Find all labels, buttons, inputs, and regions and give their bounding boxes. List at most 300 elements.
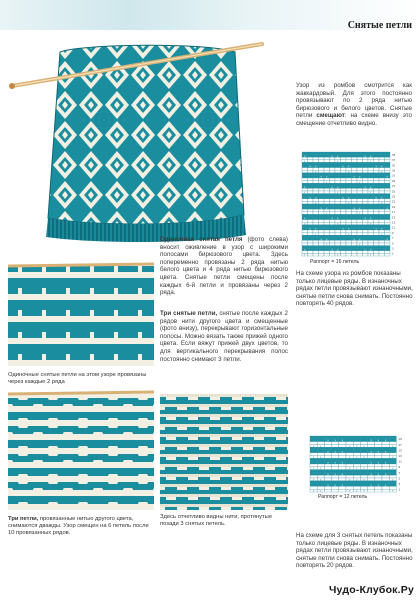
chart-cell	[374, 157, 380, 160]
chart-cell	[302, 243, 308, 246]
chart-cell	[308, 233, 314, 236]
chart-cell	[330, 243, 336, 246]
chart-cell	[379, 214, 385, 217]
chart-cell	[360, 481, 367, 484]
chart-cell	[353, 444, 360, 450]
chart-cell	[346, 444, 353, 450]
chart-row-label: 17	[398, 443, 402, 447]
chart-cell	[308, 217, 314, 220]
chart-cell	[313, 207, 319, 210]
slip-stitch-mark: v	[304, 186, 306, 190]
chart-cell	[368, 162, 374, 165]
chart-cell	[317, 439, 324, 442]
chart-cell	[330, 165, 336, 168]
chart-cell	[308, 183, 314, 186]
chart-cell	[389, 484, 396, 487]
chart-cell	[319, 248, 325, 251]
chart-cell	[374, 168, 380, 171]
chart-row-label: 9	[392, 231, 394, 235]
slip-stitch-mark: v	[320, 444, 322, 448]
chart-cell	[363, 227, 369, 230]
slip-stitch-mark: v	[304, 253, 306, 257]
chart-cell	[330, 204, 336, 207]
chart-three-slip	[296, 432, 420, 532]
slip-stitch-mark: v	[326, 180, 328, 184]
chart-cell	[324, 248, 330, 251]
chart-cell	[332, 489, 339, 492]
chart-cell	[324, 168, 330, 171]
chart-cell	[352, 220, 358, 223]
chart-cell	[341, 175, 347, 178]
chart-cell	[385, 246, 391, 249]
chart-cell	[324, 188, 330, 191]
chart-cell	[332, 467, 339, 470]
slip-stitch-mark: v	[315, 201, 317, 205]
chart-row-label: 5	[392, 242, 394, 246]
chart-cell	[313, 212, 319, 215]
chart-cell	[352, 246, 358, 249]
chart-cell	[324, 186, 330, 189]
slip-stitch-mark: v	[312, 444, 315, 448]
chart-cell	[363, 222, 369, 225]
chart-cell	[382, 442, 389, 445]
chart-cell	[324, 155, 330, 158]
chart-cell	[368, 178, 374, 181]
chart-cell	[319, 165, 325, 168]
chart-cell	[389, 470, 396, 473]
chart-cell	[385, 240, 391, 243]
chart-cell	[324, 196, 330, 199]
chart-cell	[324, 483, 331, 489]
chart-cell	[346, 181, 352, 184]
chart-cell	[346, 209, 352, 212]
chart-cell	[319, 188, 325, 191]
chart-cell	[346, 461, 353, 464]
chart-cell	[346, 214, 352, 217]
slip-stitch-mark: v	[375, 227, 377, 231]
chart-cell	[339, 483, 346, 489]
chart-cell	[385, 152, 391, 155]
chart-cell	[319, 168, 325, 171]
chart-cell	[302, 209, 308, 212]
chart-cell	[346, 173, 352, 176]
middle-paragraph-2	[160, 310, 288, 363]
slip-stitch-mark: v	[312, 455, 315, 459]
chart-cell	[302, 225, 308, 228]
slip-stitch-mark: v	[370, 461, 372, 465]
chart-cell	[363, 194, 369, 197]
slip-stitch-mark: v	[386, 206, 388, 210]
chart-cell	[346, 207, 352, 210]
chart-cell	[379, 191, 385, 194]
chart-cell	[341, 240, 347, 243]
chart-cell	[346, 201, 352, 207]
intro-paragraph	[296, 82, 412, 128]
chart-cell	[330, 191, 336, 194]
chart-cell	[379, 243, 385, 246]
chart-cell	[302, 230, 308, 233]
chart-row-label: 19	[392, 205, 396, 209]
chart-cell	[389, 439, 396, 442]
chart-cell	[346, 436, 353, 439]
chart-cell	[363, 199, 369, 202]
slip-stitch-mark: v	[370, 483, 372, 487]
chart-cell	[368, 170, 374, 173]
chart-cell	[374, 251, 380, 254]
slip-stitch-mark: v	[304, 248, 306, 252]
chart-cell	[330, 222, 336, 225]
chart-cell	[368, 225, 374, 228]
back-view-caption: Здесь отчетливо видны нити, протянутые позади 3 снятых петель.	[160, 514, 273, 527]
slip-stitch-mark: v	[363, 444, 365, 448]
chart-cell	[379, 183, 385, 186]
chart-cell	[385, 170, 391, 173]
chart-cell	[341, 207, 347, 210]
chart-cell	[357, 170, 363, 173]
chart-cell	[363, 170, 369, 173]
chart-cell	[385, 225, 391, 228]
chart-cell	[335, 238, 341, 241]
chart-cell	[374, 178, 380, 181]
chart-cell	[382, 467, 389, 470]
chart-cell	[308, 212, 314, 215]
chart-cell	[352, 212, 358, 215]
chart-cell	[324, 444, 331, 447]
chart-cell	[302, 173, 308, 176]
site-watermark: Чудо-Клубок.Ру	[328, 584, 414, 596]
slip-stitch-mark: v	[363, 455, 365, 459]
slip-stitch-mark: v	[381, 170, 383, 174]
chart-cell	[341, 170, 347, 173]
chart-cell	[317, 461, 324, 464]
slip-stitch-mark: v	[381, 165, 383, 169]
chart-cell	[374, 248, 380, 251]
chart-cell	[385, 175, 391, 181]
chart-diamond-grid	[296, 148, 420, 288]
chart-cell	[319, 220, 325, 223]
chart-cell	[357, 233, 363, 236]
slip-stitch-mark: v	[315, 227, 317, 231]
chart-cell	[308, 181, 314, 184]
chart-cell	[335, 201, 341, 204]
chart-cell	[330, 225, 336, 228]
chart-cell	[332, 483, 339, 489]
slip-stitch-mark: v	[341, 439, 344, 443]
chart-cell	[363, 209, 369, 212]
chart-cell	[330, 227, 336, 230]
chart-row-label: 3	[398, 483, 401, 486]
chart-cell	[375, 453, 382, 456]
chart-row-label: 29	[392, 179, 396, 183]
chart-cell	[379, 173, 385, 176]
slip-stitch-mark: v	[309, 165, 311, 169]
chart-cell	[310, 455, 317, 461]
chart-cell	[352, 230, 358, 233]
slip-stitch-mark: v	[364, 217, 366, 221]
chart-row-label: 15	[398, 449, 402, 453]
chart-cell	[374, 160, 380, 163]
three-slip-caption-text: провязанные нитью другого цвета, снимаются дважды. Узор смещен на 6 петель после 10 провязанных рядов.	[8, 516, 149, 536]
chart-cell	[341, 173, 347, 176]
chart-cell	[385, 206, 391, 212]
chart-row-label: 25	[392, 190, 396, 194]
chart-cell	[382, 483, 389, 489]
chart-cell	[324, 489, 331, 492]
slip-stitch-mark: v	[392, 455, 394, 459]
chart-cell	[368, 196, 374, 199]
chart-cell	[308, 204, 314, 207]
chart-cell	[385, 160, 391, 163]
chart-cell	[335, 227, 341, 230]
chart-cell	[374, 199, 380, 202]
chart-cell	[330, 170, 336, 173]
chart-cell	[341, 183, 347, 186]
chart-cell	[308, 222, 314, 225]
chart-cell	[335, 233, 341, 236]
chart-cell	[360, 450, 367, 453]
chart-cell	[308, 214, 314, 217]
chart-cell	[385, 233, 391, 236]
slip-stitch-mark: v	[331, 154, 333, 158]
chart-cell	[352, 199, 358, 202]
chart-cell	[385, 157, 391, 160]
chart-cell	[389, 444, 396, 450]
chart-cell	[379, 251, 385, 254]
chart-cell	[374, 222, 380, 225]
chart-cell	[385, 168, 391, 171]
chart-cell	[385, 222, 391, 225]
slip-stitch-mark: v	[364, 186, 366, 190]
chart-cell	[374, 155, 380, 158]
chart-cell	[324, 217, 330, 220]
chart-cell	[363, 160, 369, 163]
chart-cell	[346, 484, 353, 487]
chart-cell	[352, 175, 358, 181]
chart-cell	[374, 204, 380, 207]
chart-cell	[368, 453, 375, 456]
chart-cell	[319, 160, 325, 163]
chart-cell	[382, 478, 389, 481]
chart-cell	[324, 233, 330, 236]
chart-cell	[341, 246, 347, 249]
chart-cell	[379, 181, 385, 184]
slip-stitch-mark: v	[381, 227, 383, 231]
chart-row-label: 17	[392, 211, 396, 215]
chart-cell	[385, 251, 391, 254]
chart-three-slip-grid	[296, 432, 420, 524]
chart-cell	[308, 243, 314, 246]
chart-cell	[360, 461, 367, 464]
chart-cell	[302, 207, 308, 210]
chart-cell	[335, 235, 341, 238]
chart-cell	[357, 152, 363, 155]
chart-cell	[308, 201, 314, 204]
chart-cell	[330, 253, 336, 256]
chart-cell	[313, 240, 319, 243]
slip-stitch-mark: v	[377, 439, 380, 443]
chart-three-slip-caption: На схеме для 3 снятых петель показаны только лицевые ряды. В изнаночных рядах петли провязывают изнаночными, снятые петли снова снимать. Постоянно повторять 20 рядов.	[296, 532, 413, 570]
chart-cell	[374, 170, 380, 173]
slip-stitch-mark: v	[304, 217, 306, 221]
chart-cell	[317, 444, 324, 450]
chart-cell	[363, 212, 369, 215]
chart-cell	[389, 481, 396, 484]
chart-cell	[317, 472, 324, 475]
slip-stitch-mark: v	[341, 472, 344, 476]
chart-cell	[389, 472, 396, 475]
slip-stitch-mark: v	[304, 160, 306, 164]
slip-stitch-mark: v	[337, 191, 339, 195]
chart-cell	[330, 154, 336, 160]
three-slip-caption-bold: Три петли,	[8, 516, 39, 522]
chart-row-label: 13	[398, 455, 402, 458]
chart-cell	[385, 194, 391, 197]
chart-cell	[382, 461, 389, 467]
chart-cell	[330, 168, 336, 171]
chart-cell	[385, 248, 391, 251]
chart-cell	[352, 183, 358, 186]
chart-cell	[313, 209, 319, 212]
slip-stitch-mark: v	[392, 444, 394, 448]
chart-cell	[346, 472, 353, 475]
chart-cell	[341, 220, 347, 223]
chart-cell	[335, 199, 341, 202]
slip-stitch-mark: v	[348, 165, 350, 169]
chart-cell	[302, 235, 308, 238]
chart-cell	[385, 227, 391, 230]
chart-cell	[319, 162, 325, 165]
chart-cell	[335, 243, 341, 246]
chart-row-label: 1	[392, 252, 394, 256]
chart-cell	[379, 222, 385, 225]
chart-cell	[319, 222, 325, 225]
chart-cell	[313, 183, 319, 186]
chart-cell	[308, 251, 314, 254]
slip-stitch-mark: v	[370, 439, 372, 443]
chart-cell	[308, 238, 314, 241]
slip-stitch-mark: v	[359, 238, 361, 242]
chart-cell	[379, 186, 385, 189]
chart-cell	[308, 173, 314, 176]
chart-cell	[319, 253, 325, 256]
chart-cell	[353, 455, 360, 461]
chart-cell	[385, 217, 391, 220]
chart-cell	[352, 214, 358, 217]
slip-stitch-mark: v	[348, 201, 350, 205]
chart-cell	[363, 201, 369, 204]
middle-lead-bold: Одиночная снятая петля	[160, 236, 243, 243]
slip-stitch-mark: v	[384, 450, 387, 454]
chart-cell	[308, 188, 314, 191]
chart-cell	[332, 478, 339, 481]
chart-cell	[339, 461, 346, 467]
slip-stitch-mark: v	[326, 243, 328, 247]
slip-stitch-mark: v	[363, 489, 365, 493]
chart-cell	[389, 436, 396, 439]
chart-cell	[375, 467, 382, 470]
chart-cell	[330, 201, 336, 204]
chart-cell	[313, 243, 319, 246]
chart-row-label: 31	[392, 174, 396, 178]
chart-cell	[368, 201, 374, 204]
slip-stitch-mark: v	[304, 222, 306, 226]
chart-cell	[352, 181, 358, 184]
slip-stitch-mark: v	[320, 467, 322, 471]
chart-cell	[363, 207, 369, 210]
chart-cell	[379, 188, 385, 191]
slip-stitch-mark: v	[363, 467, 365, 471]
chart-row-label: 7	[398, 471, 401, 475]
chart-cell	[302, 165, 308, 168]
chart-row-label: 11	[398, 460, 402, 464]
chart-cell	[330, 173, 336, 176]
chart-cell	[339, 442, 346, 445]
chart-cell	[319, 194, 325, 197]
three-slip-caption	[8, 516, 154, 537]
chart-cell	[374, 181, 380, 184]
chart-cell	[308, 227, 314, 233]
chart-cell	[374, 212, 380, 215]
chart-cell	[368, 173, 374, 176]
chart-cell	[363, 225, 369, 228]
chart-cell	[352, 253, 358, 256]
chart-cell	[353, 461, 360, 464]
slip-stitch-mark: v	[326, 238, 328, 242]
chart-cell	[313, 178, 319, 181]
slip-stitch-mark: v	[348, 232, 350, 236]
chart-cell	[385, 188, 391, 191]
chart-cell	[308, 246, 314, 249]
chart-cell	[302, 178, 308, 181]
slip-stitch-mark: v	[312, 478, 315, 482]
chart-row-label: 27	[392, 185, 396, 189]
chart-cell	[352, 186, 358, 189]
chart-cell	[346, 238, 352, 241]
slip-stitch-mark: v	[315, 170, 317, 174]
slip-stitch-mark: v	[342, 196, 344, 200]
chart-cell	[346, 481, 353, 484]
chart-cell	[324, 180, 330, 186]
chart-cell	[319, 214, 325, 217]
chart-cell	[363, 238, 369, 241]
chart-cell	[375, 444, 382, 447]
chart-cell	[341, 212, 347, 215]
slip-stitch-mark: v	[353, 206, 355, 210]
chart-cell	[313, 220, 319, 223]
chart-cell	[353, 470, 360, 473]
single-slip-caption: Одиночные снятые петли на этом узоре провязаны через каждые 2 ряда	[8, 372, 147, 385]
chart-three-slip-repeat: Раппорт = 12 петель	[318, 494, 368, 500]
chart-cell	[324, 214, 330, 217]
chart-cell	[313, 186, 319, 189]
slip-stitch-mark: v	[348, 467, 351, 471]
chart-cell	[363, 173, 369, 176]
chart-cell	[341, 204, 347, 207]
slip-stitch-mark: v	[348, 196, 350, 200]
chart-cell	[310, 444, 317, 450]
chart-cell	[346, 240, 352, 243]
chart-cell	[357, 180, 363, 186]
chart-cell	[368, 233, 374, 236]
chart-cell	[310, 470, 317, 473]
middle-second-text: снятые после каждых 2 рядов нити другого цвета и смещенные (фото внизу), перекрывают горизонтальные полосы. Можно вязать также прижей одного цвета. Если вяжут прижей двух цветов, то для вертикального перекрывания полос постоянно снимают 3 петли.	[160, 310, 288, 363]
chart-cell	[346, 232, 352, 238]
chart-row-label: 15	[392, 216, 396, 220]
chart-cell	[330, 194, 336, 197]
chart-cell	[385, 212, 391, 215]
chart-cell	[357, 155, 363, 158]
chart-cell	[341, 186, 347, 189]
